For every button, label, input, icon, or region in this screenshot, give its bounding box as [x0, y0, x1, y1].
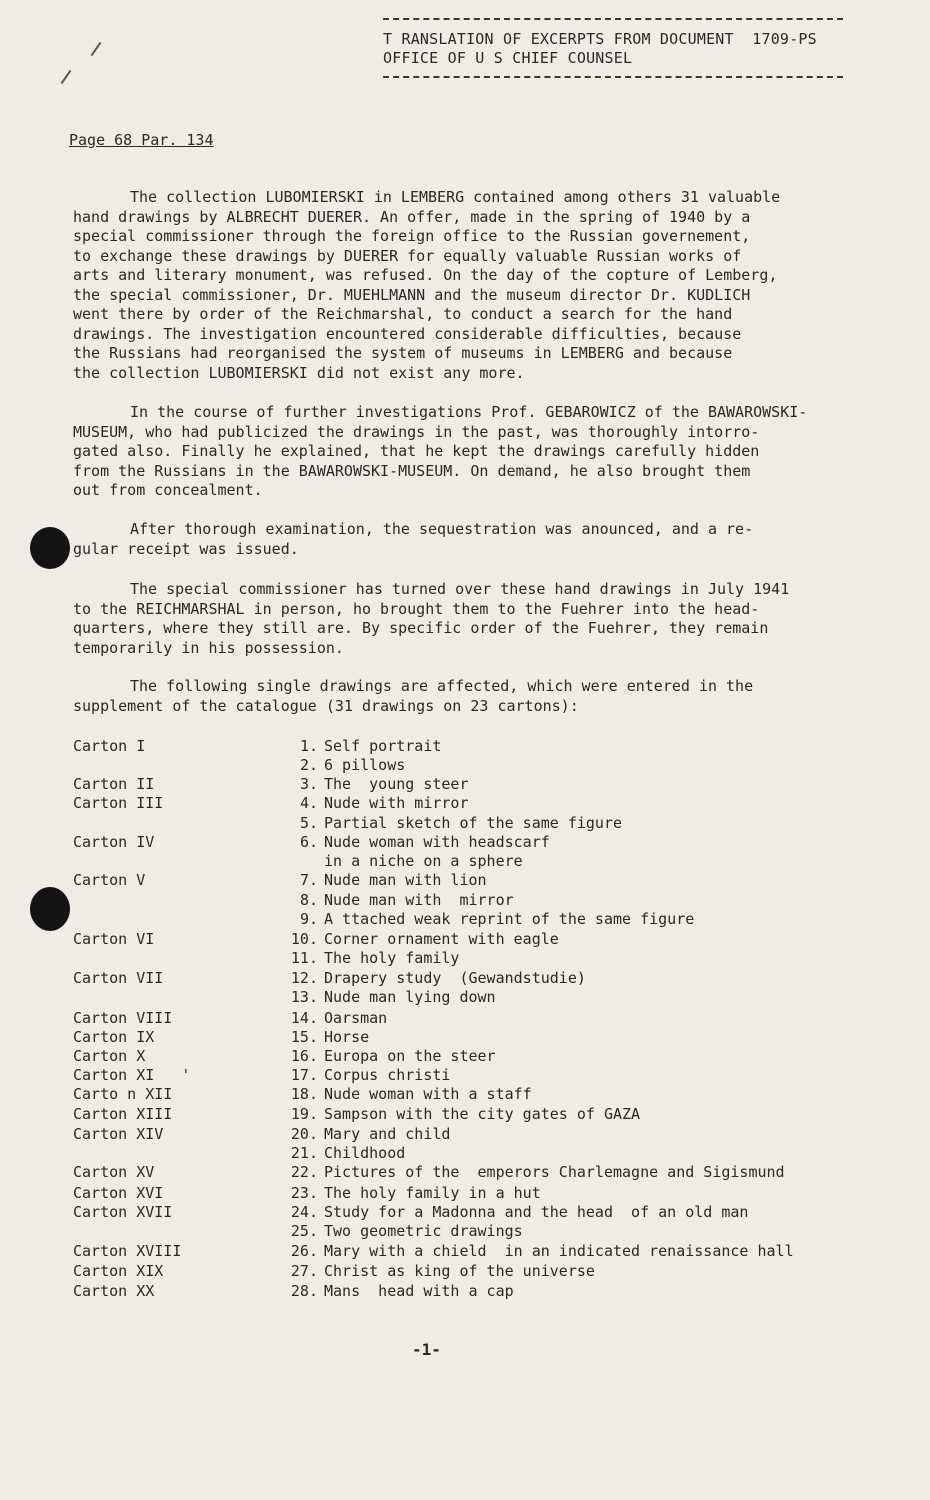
inventory-row — [0, 756, 930, 776]
item-number: 20. — [290, 1125, 318, 1143]
paragraph-1-text: The collection LUBOMIERSKI in LEMBERG contained among others 31 valuable hand drawings by ALBRECHT DUERER. An offer, made in the spring of 1940 by a special commissioner through the foreign office to the Russian governement, to exchange these drawings by DUERER for equally valuable Russian works of arts and literary monument, was refused. On the day of the copture of Lemberg, the special commissioner, Dr. MUEHLMANN and the museum director Dr. KUDLICH went there by order of the Reichmarshal, to conduct a search for the hand drawings. The investigation encountered considerable difficulties, because the Russians had reorganised the system of museums in LEMBERG and because the collection LUBOMIERSKI did not exist any more. — [73, 188, 781, 382]
drawing-title: Christ as king of the universe — [324, 1262, 595, 1280]
carton-label: Carton XX — [73, 1282, 155, 1300]
inventory-row — [0, 1242, 930, 1262]
inventory-row — [0, 1184, 930, 1204]
carton-label: Carton IV — [73, 833, 155, 851]
drawing-title: Corpus christi — [324, 1066, 451, 1084]
item-number: 7. — [299, 871, 318, 889]
drawing-title: Corner ornament with eagle — [324, 930, 559, 948]
drawing-title: Europa on the steer — [324, 1047, 496, 1065]
drawing-title: The young steer — [324, 775, 469, 793]
inventory-row — [0, 833, 930, 853]
drawing-title: in a niche on a sphere — [324, 852, 523, 870]
carton-label: Carton XI ' — [73, 1066, 191, 1084]
item-number: 1. — [299, 737, 318, 755]
carton-label: Carton XIX — [73, 1262, 164, 1280]
carton-label: Carton XVI — [73, 1184, 164, 1202]
inventory-row — [0, 1028, 930, 1048]
drawing-title: Nude with mirror — [324, 794, 469, 812]
inventory-row — [0, 775, 930, 795]
drawing-title: Study for a Madonna and the head of an old man — [324, 1203, 749, 1221]
drawing-title: A ttached weak reprint of the same figure — [324, 910, 695, 928]
carton-label: Carton I — [73, 737, 146, 755]
inventory-row — [0, 852, 930, 872]
paragraph-5 — [73, 677, 853, 716]
carton-label: Carton XVII — [73, 1203, 173, 1221]
pen-mark — [61, 70, 72, 84]
inventory-row — [0, 891, 930, 911]
inventory-row — [0, 1085, 930, 1105]
item-number: 11. — [290, 949, 318, 967]
drawing-title: Nude man lying down — [324, 988, 496, 1006]
carton-label: Carton VI — [73, 930, 155, 948]
inventory-row — [0, 737, 930, 757]
item-number: 10. — [290, 930, 318, 948]
drawing-title: Horse — [324, 1028, 370, 1046]
header-bottom-rule — [383, 76, 843, 78]
inventory-row — [0, 969, 930, 989]
drawing-title: 6 pillows — [324, 756, 406, 774]
inventory-row — [0, 1163, 930, 1183]
inventory-row — [0, 871, 930, 891]
item-number: 28. — [290, 1282, 318, 1300]
inventory-row — [0, 794, 930, 814]
header-top-rule — [383, 18, 843, 20]
carton-label: Carton VIII — [73, 1009, 173, 1027]
carton-label: Carto n XII — [73, 1085, 173, 1103]
drawing-title: Two geometric drawings — [324, 1222, 523, 1240]
drawing-title: Oarsman — [324, 1009, 388, 1027]
item-number: 12. — [290, 969, 318, 987]
paragraph-3-text: After thorough examination, the sequestration was anounced, and a re- gular receipt was issued. — [73, 520, 754, 558]
inventory-row — [0, 910, 930, 930]
drawing-title: Drapery study (Gewandstudie) — [324, 969, 586, 987]
carton-label: Carton III — [73, 794, 164, 812]
inventory-row — [0, 930, 930, 950]
paragraph-3 — [73, 520, 853, 559]
carton-label: Carton IX — [73, 1028, 155, 1046]
item-number: 14. — [290, 1009, 318, 1027]
page-reference: Page 68 Par. 134 — [69, 131, 214, 149]
item-number: 25. — [290, 1222, 318, 1240]
carton-label: Carton XV — [73, 1163, 155, 1181]
pen-mark — [91, 42, 102, 56]
item-number: 2. — [299, 756, 318, 774]
drawing-title: Pictures of the emperors Charlemagne and Sigismund — [324, 1163, 785, 1181]
carton-label: Carton XVIII — [73, 1242, 182, 1260]
paragraph-1 — [73, 188, 853, 383]
drawing-title: Mary with a chield in an indicated renaissance hall — [324, 1242, 794, 1260]
item-number: 17. — [290, 1066, 318, 1084]
carton-label: Carton V — [73, 871, 146, 889]
inventory-row — [0, 1222, 930, 1242]
drawing-title: Sampson with the city gates of GAZA — [324, 1105, 641, 1123]
inventory-row — [0, 1125, 930, 1145]
drawing-title: The holy family — [324, 949, 460, 967]
item-number: 24. — [290, 1203, 318, 1221]
item-number: 21. — [290, 1144, 318, 1162]
paragraph-2-text: In the course of further investigations Prof. GEBAROWICZ of the BAWAROWSKI- MUSEUM, who had publicized the drawings in the past, was thoroughly intorro- gated also. Finally he explained, that he kept the drawings carefully hidden from the Russians in the BAWAROWSKI-MUSEUM. On demand, he also brought them out from concealment. — [73, 403, 808, 499]
carton-label: Carton VII — [73, 969, 164, 987]
item-number: 22. — [290, 1163, 318, 1181]
carton-label: Carton XIII — [73, 1105, 173, 1123]
header-title-line: T RANSLATION OF EXCERPTS FROM DOCUMENT 1709-PS — [383, 30, 817, 48]
carton-label: Carton II — [73, 775, 155, 793]
paragraph-4 — [73, 580, 853, 658]
item-number: 6. — [299, 833, 318, 851]
drawing-title: Nude woman with a staff — [324, 1085, 532, 1103]
item-number: 16. — [290, 1047, 318, 1065]
carton-label: Carton X — [73, 1047, 146, 1065]
inventory-row — [0, 1009, 930, 1029]
carton-label: Carton XIV — [73, 1125, 164, 1143]
paragraph-2 — [73, 403, 853, 501]
drawing-title: Nude woman with headscarf — [324, 833, 550, 851]
paragraph-5-text: The following single drawings are affected, which were entered in the supplement of the catalogue (31 drawings on 23 cartons): — [73, 677, 754, 715]
item-number: 3. — [299, 775, 318, 793]
drawing-title: Partial sketch of the same figure — [324, 814, 623, 832]
item-number: 5. — [299, 814, 318, 832]
drawing-title: Nude man with lion — [324, 871, 487, 889]
item-number: 23. — [290, 1184, 318, 1202]
inventory-row — [0, 1047, 930, 1067]
item-number: 26. — [290, 1242, 318, 1260]
drawing-title: The holy family in a hut — [324, 1184, 541, 1202]
drawing-title: Mary and child — [324, 1125, 451, 1143]
inventory-row — [0, 1066, 930, 1086]
item-number: 4. — [299, 794, 318, 812]
inventory-row — [0, 1105, 930, 1125]
item-number: 18. — [290, 1085, 318, 1103]
inventory-row — [0, 814, 930, 834]
inventory-row — [0, 1144, 930, 1164]
drawing-title: Mans head with a cap — [324, 1282, 514, 1300]
inventory-row — [0, 949, 930, 969]
item-number: 13. — [290, 988, 318, 1006]
item-number: 27. — [290, 1262, 318, 1280]
drawing-title: Self portrait — [324, 737, 442, 755]
item-number: 8. — [299, 891, 318, 909]
page-number: -1- — [412, 1340, 441, 1359]
item-number: 9. — [299, 910, 318, 928]
paragraph-4-text: The special commissioner has turned over these hand drawings in July 1941 to the REICHMARSHAL in person, ho brought them to the Fuehrer into the head- quarters, where they still are. By specific order of the Fuehrer, they remain temporarily in his possession. — [73, 580, 790, 657]
inventory-row — [0, 1262, 930, 1282]
drawing-title: Childhood — [324, 1144, 406, 1162]
inventory-row — [0, 988, 930, 1008]
inventory-row — [0, 1203, 930, 1223]
punch-hole — [30, 527, 70, 569]
item-number: 15. — [290, 1028, 318, 1046]
header-office-line: OFFICE OF U S CHIEF COUNSEL — [383, 49, 633, 67]
drawing-title: Nude man with mirror — [324, 891, 514, 909]
item-number: 19. — [290, 1105, 318, 1123]
inventory-row — [0, 1282, 930, 1302]
